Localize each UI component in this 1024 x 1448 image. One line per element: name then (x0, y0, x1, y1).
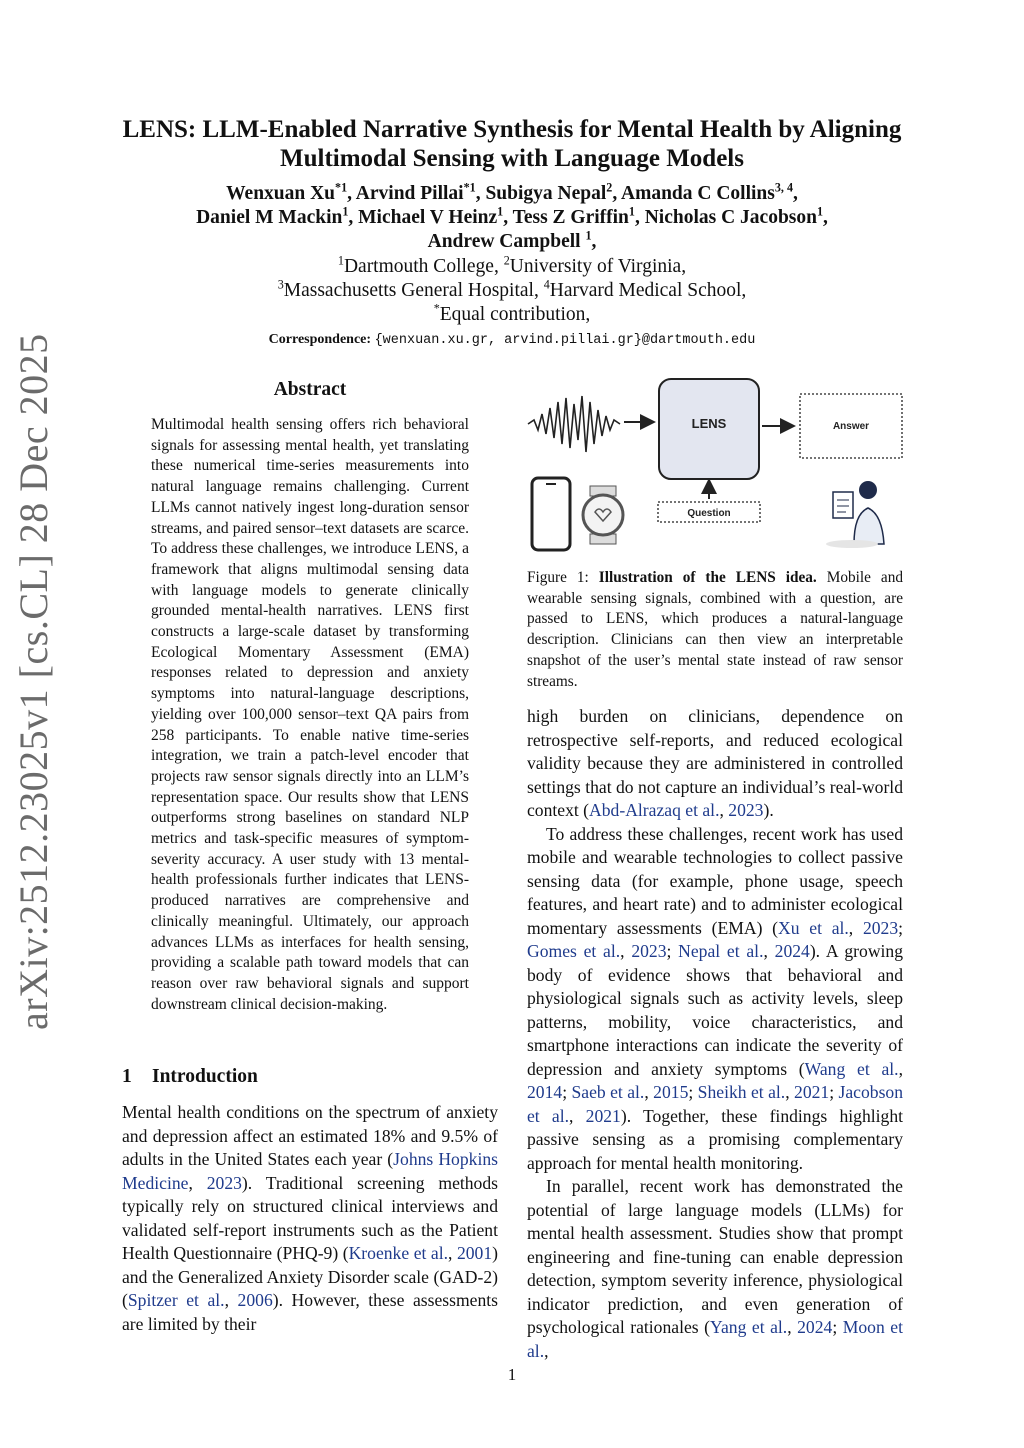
intro-left-column (122, 1101, 498, 1336)
affil-name: Harvard Medical School (549, 280, 742, 301)
smartphone-icon (532, 478, 570, 550)
citation-link[interactable]: 2024 (797, 1317, 833, 1337)
author-sup: 1 (497, 204, 504, 219)
body-text: , (763, 941, 775, 961)
correspondence-label: Correspondence: (268, 332, 372, 347)
title-line-2: Multimodal Sensing with Language Models (280, 145, 744, 172)
caption-text: Mobile and wearable sensing signals, combined with a question, are passed to LENS, which produces a natural-language description. Clinicians can then view an interpretable snapshot of the user’s mental state instead of raw sensor streams. (527, 569, 903, 690)
abstract-heading: Abstract (273, 379, 347, 400)
citation-link[interactable]: Johns Hopkins Medicine (122, 1149, 498, 1193)
citation-link[interactable]: 2023 (631, 941, 667, 961)
citation-link[interactable]: Abd-Alrazaq et al. (589, 800, 720, 820)
author-sup: 1 (628, 204, 635, 219)
affil-name: Dartmouth College (343, 256, 494, 277)
body-text: ; (688, 1082, 698, 1102)
intro-paragraph (527, 823, 903, 1176)
figure-1-diagram (524, 374, 908, 564)
equal-contribution: Equal contribution, (439, 304, 591, 325)
body-text: , (224, 1290, 238, 1310)
lens-label: LENS (691, 416, 727, 431)
author-sup: *1 (335, 180, 348, 195)
figure-1 (524, 374, 908, 564)
title-line-1: LENS: LLM-Enabled Narrative Synthesis for Mental Health by Aligning (122, 116, 902, 143)
body-text: To address these challenges, recent work has used mobile and wearable technologies to collect passive sensing data (for example, phone usage, speech features, and heart rate) and to administer ecological momentary assessments (EMA) ( (527, 823, 903, 938)
smartwatch-icon (583, 486, 623, 544)
citation-link[interactable]: 2015 (653, 1082, 689, 1102)
body-text: In parallel, recent work has demonstrated the potential of large language models (LLMs) for mental health assessment. Studies show that prompt engineering and fine-tuning can enable depression detection, symptom severity inference, physiological indicator prediction, and even generation of psychological rationales ( (527, 1176, 903, 1337)
affil-sup: 1 (337, 253, 344, 268)
citation-link[interactable]: 2023 (862, 917, 899, 938)
equal-contribution-sup: * (433, 301, 440, 316)
citation-link[interactable]: Saeb et al. (571, 1082, 645, 1102)
body-text: , (719, 800, 729, 820)
clinician-icon (826, 481, 884, 548)
paper-title (100, 115, 924, 173)
body-text: Mental health conditions on the spectrum of anxiety and depression affect an estimated 18% and 9.5% of adults in the United States each year ( (122, 1102, 498, 1169)
citation-link[interactable]: 2014 (527, 1082, 563, 1102)
body-text: , (848, 917, 863, 938)
author-name: Andrew Campbell (427, 231, 581, 252)
section-number: 1 (122, 1066, 132, 1087)
author-list: Wenxuan Xu$^{*1}$, Arvind Pillai$^{*1}$, Subigya Nepal$^2$, Amanda C Collins$^{3, 4}$, Daniel M Mackin$^1$, Michael V Heinz$^1$, Tess Z Griffin$^1$, Nicholas C Jacobson$^1$, Andrew Campbell $^1$, (196, 180, 828, 252)
sensor-waveform-icon (528, 396, 620, 452)
abstract-text: Multimodal health sensing offers rich behavioral signals for assessing mental health, yet translating these numerical time-series measurements into natural language remains challenging. Current LLMs cannot natively ingest long-duration sensor streams, and paired sensor–text datasets are scarce. To address these challenges, we introduce LENS, a framework that aligns multimodal sensing data with language models to generate clinically grounded mental-health narratives. LENS first constructs a large-scale dataset by transforming Ecological Momentary Assessment (EMA) responses related to depression and anxiety symptoms into natural-language descriptions, yielding over 100,000 sensor–text QA pairs from 258 participants. To enable native time-series integration, we train a patch-level encoder that projects raw sensor signals directly into an LLM’s representation space. Our results show that LENS outperforms strong baselines on standard NLP metrics and task-specific measures of symptom-severity accuracy. A user study with 13 mental-health professionals further indicates that LENS-produced narratives are comprehensive and clinically meaningful. Ultimately, our approach advances LLMs as interfaces for health sensing, providing a scalable path toward models that can reason over raw behavioral signals and support downstream clinical decision-making. (151, 416, 469, 1013)
citation-link[interactable]: Nepal et al. (678, 941, 764, 961)
author-sup: 3, 4 (774, 180, 793, 195)
caption-bold: Illustration of the LENS idea. (598, 569, 817, 586)
author-name: Nicholas C Jacobson (644, 207, 817, 228)
body-text: ) and the Generalized Anxiety Disorder scale (GAD-2) ( (122, 1243, 498, 1310)
body-text: , (544, 1340, 549, 1361)
author-name: Subigya Nepal (485, 183, 607, 204)
citation-link[interactable]: Gomes et al. (527, 941, 621, 961)
citation-link[interactable]: 2021 (585, 1105, 621, 1126)
citation-link[interactable]: Jacobson et al. (527, 1082, 904, 1126)
body-text: ). Together, these findings highlight passive sensing as a promising complementary approach for mental health monitoring. (527, 1105, 904, 1173)
body-text: , (785, 1082, 795, 1102)
citation-link[interactable]: 2006 (237, 1290, 273, 1310)
citation-link[interactable]: 2023 (206, 1172, 242, 1193)
body-text: ). Traditional screening methods typically rely on structured clinical interviews and validated self-report instruments such as the Patient Health Questionnaire (PHQ-9) ( (122, 1172, 499, 1263)
body-text: , (620, 941, 632, 961)
author-sup: 1 (342, 204, 349, 219)
affiliations: $^1$Dartmouth College, $^2$University of Virginia, $^3$Massachusetts General Hospital, $^4$Harvard Medical School, *Equal contribution, (277, 253, 747, 325)
citation-link[interactable]: Xu et al. (778, 917, 849, 938)
author-name: Tess Z Griffin (512, 207, 629, 228)
intro-right-column (527, 705, 903, 1363)
intro-paragraph (527, 705, 903, 823)
caption-prefix: Figure 1: (527, 569, 599, 586)
body-text: high burden on clinicians, dependence on retrospective self-reports, and reduced ecological validity because they are administered in controlled settings that do not capture an individual’s real-world context ( (527, 706, 903, 820)
intro-paragraph (527, 1175, 903, 1363)
body-text: , (644, 1082, 654, 1102)
author-sup: *1 (463, 180, 476, 195)
author-name: Wenxuan Xu (226, 183, 336, 204)
author-sup: 2 (606, 180, 613, 195)
body-text: ; (829, 1082, 839, 1102)
answer-label: Answer (832, 421, 870, 432)
citation-link[interactable]: 2021 (794, 1082, 830, 1102)
affil-sup: 3 (277, 277, 284, 292)
citation-link[interactable]: 2024 (774, 941, 810, 961)
citation-link[interactable]: Yang et al. (710, 1317, 788, 1337)
citation-link[interactable]: 2001 (456, 1243, 493, 1263)
author-name: Daniel M Mackin (196, 207, 343, 228)
citation-link[interactable]: Spitzer et al. (127, 1290, 225, 1310)
citation-link[interactable]: Wang et al. (804, 1058, 899, 1079)
correspondence (100, 332, 924, 348)
citation-link[interactable]: Moon et al. (527, 1317, 903, 1361)
body-text: ). A growing body of evidence shows that behavioral and physiological signals such as activity levels, sleep patterns, mobility, voice characteristics, and smartphone interactions can indicate the severity of depression and anxiety symptoms ( (527, 941, 904, 1079)
body-text: ; (898, 917, 904, 938)
affil-name: Massachusetts General Hospital (283, 280, 534, 301)
body-text: , (448, 1243, 457, 1263)
question-label: Question (687, 508, 731, 519)
body-text: ; (832, 1317, 843, 1337)
body-text: ). However, these assessments are limited by their (122, 1290, 498, 1334)
citation-link[interactable]: Sheikh et al. (697, 1082, 786, 1102)
affil-name: University of Virginia (509, 256, 682, 277)
author-sup: 1 (585, 228, 592, 243)
body-text: , (569, 1105, 586, 1126)
body-text: , (898, 1058, 903, 1079)
section-title: Introduction (152, 1066, 258, 1087)
intro-paragraph (122, 1101, 498, 1336)
citation-link[interactable]: Kroenke et al. (348, 1243, 449, 1263)
arxiv-identifier: arXiv:2512.23025v1 [cs.CL] 28 Dec 2025 (11, 333, 56, 1030)
author-name: Amanda C Collins (621, 183, 775, 204)
correspondence-email: {wenxuan.xu.gr, arvind.pillai.gr}@dartmouth.edu (374, 333, 756, 348)
author-name: Arvind Pillai (355, 183, 464, 204)
body-text: ). (763, 800, 774, 820)
citation-link[interactable]: 2023 (728, 800, 764, 820)
figure-1-caption (527, 568, 903, 692)
body-text: ; (666, 941, 679, 961)
affil-sup: 2 (503, 253, 510, 268)
author-sup: 1 (816, 204, 824, 219)
body-text: ; (562, 1082, 572, 1102)
body-text: , (188, 1172, 207, 1193)
author-name: Michael V Heinz (358, 207, 498, 228)
affil-sup: 4 (543, 277, 550, 292)
page-number: 1 (507, 1365, 517, 1384)
body-text: , (787, 1317, 798, 1337)
section-heading (122, 1066, 258, 1088)
